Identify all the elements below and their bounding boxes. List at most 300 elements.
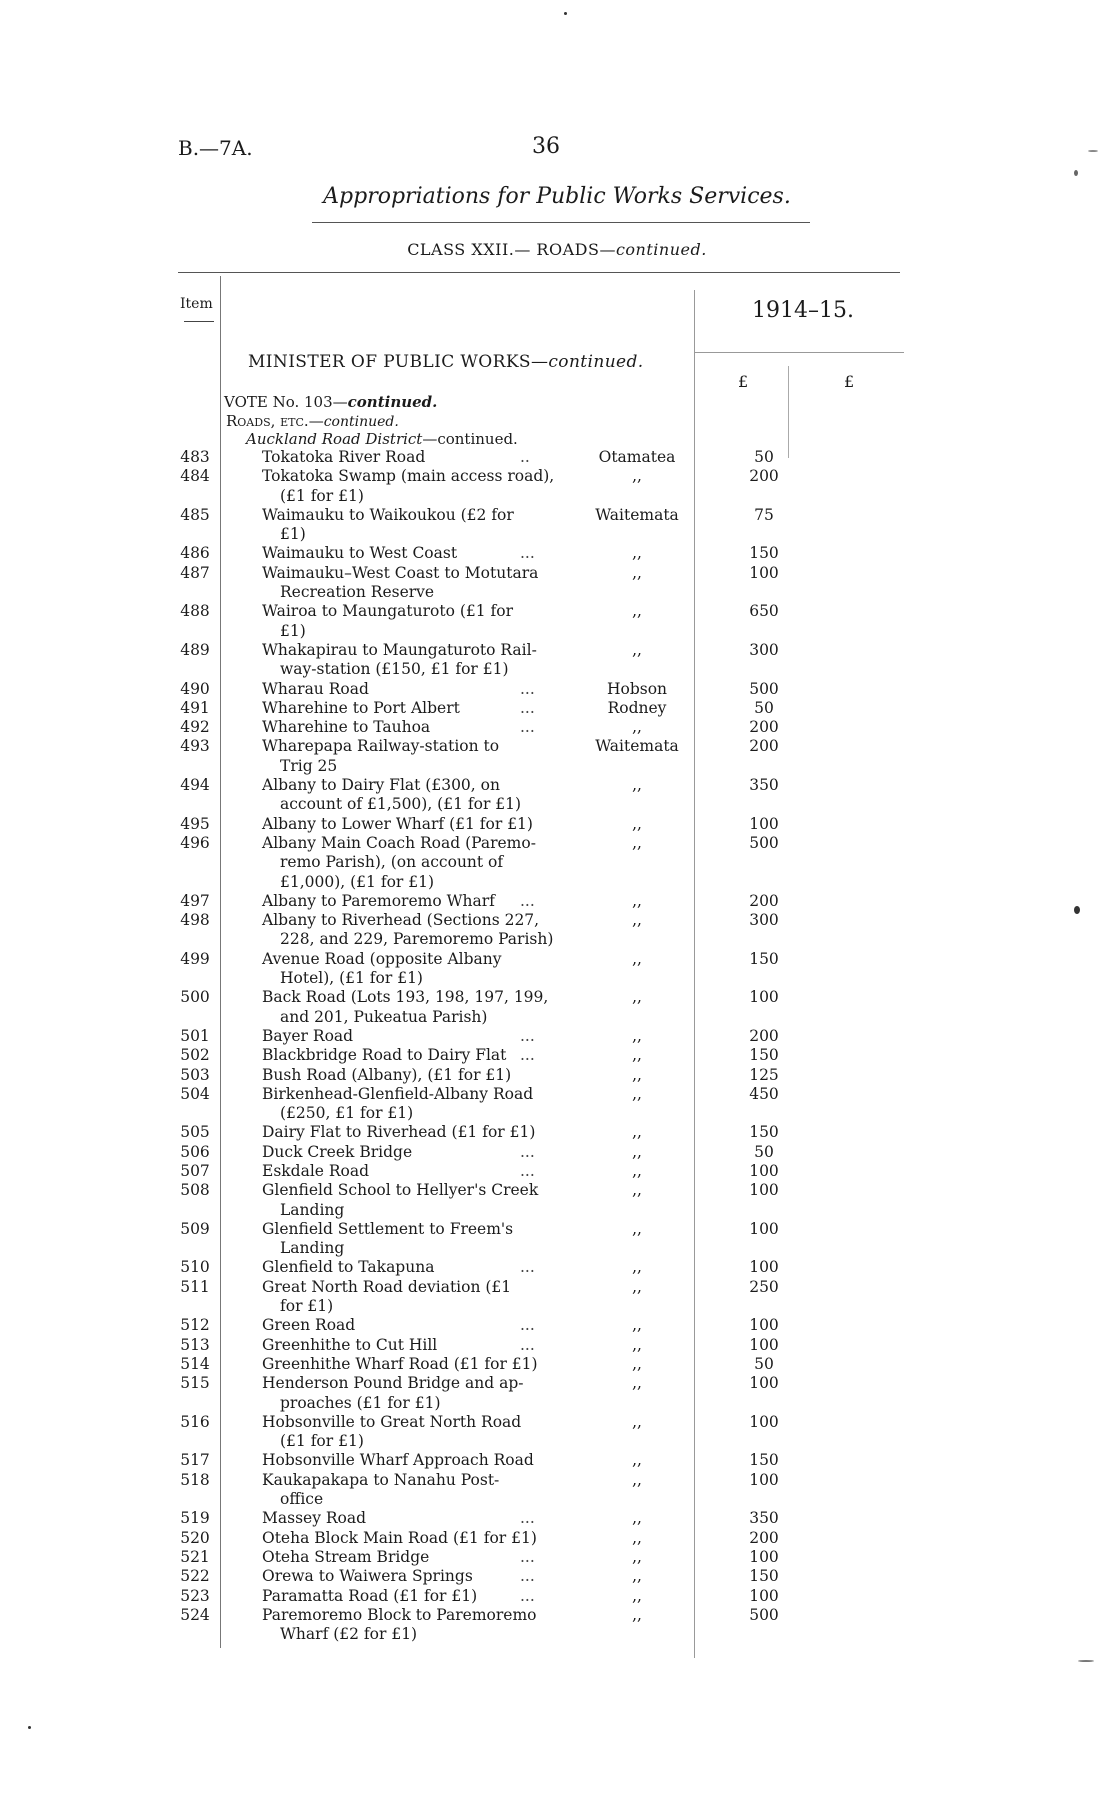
- table-row: [0, 1162, 1114, 1181]
- amount-value: 500: [749, 833, 779, 852]
- description-line: Waimauku–West Coast to Motutara: [262, 563, 539, 582]
- item-number: 492: [180, 718, 210, 737]
- roads-heading-text: Roads, etc.—: [226, 412, 324, 430]
- district-name: ,,: [632, 891, 642, 910]
- road-description: [262, 1143, 558, 1162]
- district-name: ,,: [632, 467, 642, 486]
- amount-value: 100: [749, 1470, 779, 1489]
- item-number: 516: [180, 1412, 210, 1431]
- district-name: ,,: [632, 1547, 642, 1566]
- description-line: Paremoremo Block to Paremoremo: [262, 1605, 537, 1624]
- description-line: Wharepapa Railway-station to: [262, 737, 500, 756]
- description-line: Tokatoka Swamp (main access road),: [262, 467, 555, 486]
- district-name: ,,: [632, 544, 642, 563]
- description-line: Greenhithe to Cut Hill ...: [262, 1335, 535, 1354]
- road-description: [262, 564, 558, 603]
- amount-value: 500: [749, 679, 779, 698]
- leader-dots: ...: [520, 1547, 535, 1566]
- item-number: 509: [180, 1219, 210, 1238]
- table-row: [0, 1046, 1114, 1065]
- year-header-rule: [694, 352, 904, 353]
- table-row: [0, 1066, 1114, 1085]
- amount-value: 100: [749, 1547, 779, 1566]
- description-line: Waimauku to West Coast ...: [262, 544, 535, 563]
- table-row: [0, 602, 1114, 641]
- item-number: 508: [180, 1181, 210, 1200]
- item-number: 522: [180, 1567, 210, 1586]
- amount-value: 50: [754, 448, 774, 466]
- scan-speck: [1078, 1660, 1094, 1662]
- description-line: Glenfield Settlement to Freem's: [262, 1219, 514, 1238]
- description-line: Glenfield School to Hellyer's Creek: [262, 1181, 539, 1200]
- road-description: [262, 1567, 558, 1586]
- table-row: [0, 1471, 1114, 1510]
- description-line: Albany to Dairy Flat (£300, on: [262, 776, 500, 795]
- road-description: [262, 1220, 558, 1259]
- district-name: ,,: [632, 814, 642, 833]
- road-description: [262, 1413, 558, 1452]
- item-number: 520: [180, 1528, 210, 1547]
- table-row: [0, 564, 1114, 603]
- description-line: Landing: [280, 1239, 345, 1258]
- district-name: Otamatea: [598, 448, 676, 466]
- item-number: 505: [180, 1123, 210, 1142]
- district-name: ,,: [632, 1026, 642, 1045]
- road-description: [262, 602, 558, 641]
- road-description: [262, 1451, 558, 1470]
- item-number: 483: [180, 448, 210, 466]
- leader-dots: ...: [520, 718, 535, 737]
- description-line: Wharehine to Port Albert ...: [262, 698, 535, 717]
- table-row: [0, 1027, 1114, 1046]
- amount-value: 150: [749, 1123, 779, 1142]
- item-number: 513: [180, 1335, 210, 1354]
- description-line: remo Parish), (on account of: [280, 853, 504, 872]
- road-description: [262, 1529, 558, 1548]
- amount-value: 350: [749, 1509, 779, 1528]
- item-number: 495: [180, 814, 210, 833]
- leader-dots: ...: [520, 698, 535, 717]
- description-line: £1): [280, 525, 306, 544]
- table-row: [0, 506, 1114, 545]
- leader-dots: ...: [520, 1586, 535, 1605]
- item-number: 512: [180, 1316, 210, 1335]
- table-row: [0, 1085, 1114, 1124]
- table-row: [0, 1567, 1114, 1586]
- road-description: [262, 737, 558, 776]
- class-heading: [0, 240, 1114, 259]
- description-line: Whakapirau to Maungaturoto Rail-: [262, 640, 537, 659]
- minister-heading: [248, 352, 644, 372]
- road-description: [262, 1181, 558, 1220]
- amount-value: 250: [749, 1277, 779, 1296]
- description-line: (£1 for £1): [280, 486, 364, 505]
- description-line: Recreation Reserve: [280, 583, 435, 602]
- amount-value: 300: [749, 640, 779, 659]
- road-description: [262, 1046, 558, 1065]
- amount-value: 350: [749, 776, 779, 795]
- item-column-header: Item: [180, 296, 213, 312]
- amount-value: 50: [754, 1354, 774, 1373]
- road-description: [262, 506, 558, 545]
- district-name: ,,: [632, 563, 642, 582]
- amount-value: 100: [749, 1335, 779, 1354]
- road-description: [262, 1336, 558, 1355]
- district-name: ,,: [632, 1161, 642, 1180]
- amount-value: 150: [749, 1567, 779, 1586]
- minister-heading-text: MINISTER OF PUBLIC WORKS—: [248, 352, 549, 372]
- table-row: [0, 718, 1114, 737]
- item-number: 518: [180, 1470, 210, 1489]
- district-name: ,,: [632, 949, 642, 968]
- year-column-header: 1914–15.: [752, 298, 854, 323]
- district-name: Hobson: [606, 679, 668, 698]
- district-name: ,,: [632, 833, 642, 852]
- pound-symbol-col2: £: [844, 372, 855, 391]
- description-line: Birkenhead-Glenfield-Albany Road: [262, 1084, 534, 1103]
- amount-value: 125: [749, 1065, 779, 1084]
- table-row: [0, 1451, 1114, 1470]
- vote-heading: [224, 393, 437, 411]
- item-number: 506: [180, 1142, 210, 1161]
- item-number: 511: [180, 1277, 210, 1296]
- roads-heading: [226, 412, 399, 430]
- amount-value: 100: [749, 1412, 779, 1431]
- description-line: Avenue Road (opposite Albany: [262, 949, 502, 968]
- description-line: Albany to Riverhead (Sections 227,: [262, 911, 540, 930]
- item-number: 490: [180, 679, 210, 698]
- description-line: Paramatta Road (£1 for £1) ...: [262, 1586, 535, 1605]
- description-line: Oteha Block Main Road (£1 for £1): [262, 1528, 537, 1547]
- description-line: way-station (£150, £1 for £1): [280, 660, 509, 679]
- description-line: Orewa to Waiwera Springs ...: [262, 1567, 535, 1586]
- amount-column-divider: [788, 366, 789, 458]
- table-row: [0, 1413, 1114, 1452]
- road-description: [262, 718, 558, 737]
- item-number: 485: [180, 505, 210, 524]
- pound-symbol-col1: £: [738, 372, 749, 391]
- district-name: ,,: [632, 1046, 642, 1065]
- district-name: ,,: [632, 1258, 642, 1277]
- amount-value: 450: [749, 1084, 779, 1103]
- district-name: ,,: [632, 1470, 642, 1489]
- description-line: Green Road ...: [262, 1316, 535, 1335]
- item-number: 501: [180, 1026, 210, 1045]
- amount-value: 50: [754, 698, 774, 717]
- district-heading: [246, 430, 518, 448]
- district-name: ,,: [632, 1374, 642, 1393]
- item-number: 494: [180, 776, 210, 795]
- table-row: [0, 641, 1114, 680]
- description-line: Bayer Road ...: [262, 1026, 535, 1045]
- table-row: [0, 737, 1114, 776]
- appropriation-table-body: [0, 448, 1114, 1644]
- table-row: [0, 1606, 1114, 1645]
- road-description: [262, 1027, 558, 1046]
- table-row: [0, 776, 1114, 815]
- table-row: [0, 1374, 1114, 1413]
- table-row: [0, 1278, 1114, 1317]
- road-description: [262, 834, 558, 892]
- table-row: [0, 1509, 1114, 1528]
- amount-value: 100: [749, 1586, 779, 1605]
- item-header-underline: [184, 321, 214, 322]
- district-name: ,,: [632, 1586, 642, 1605]
- district-name: ,,: [632, 1142, 642, 1161]
- description-line: Albany to Paremoremo Wharf ...: [262, 891, 535, 910]
- table-row: [0, 815, 1114, 834]
- description-line: Hobsonville to Great North Road: [262, 1412, 522, 1431]
- description-line: Landing: [280, 1200, 345, 1219]
- leader-dots: ...: [520, 544, 535, 563]
- item-number: 493: [180, 737, 210, 756]
- district-name: ,,: [632, 1123, 642, 1142]
- road-description: [262, 1606, 558, 1645]
- amount-value: 200: [749, 467, 779, 486]
- amount-value: 100: [749, 1161, 779, 1180]
- amount-value: 100: [749, 1219, 779, 1238]
- leader-dots: ...: [520, 1026, 535, 1045]
- amount-value: 650: [749, 602, 779, 621]
- amount-value: 100: [749, 988, 779, 1007]
- table-row: [0, 892, 1114, 911]
- district-name: ,,: [632, 602, 642, 621]
- leader-dots: ...: [520, 1567, 535, 1586]
- page-number: 36: [532, 134, 560, 159]
- table-row: [0, 544, 1114, 563]
- road-description: [262, 815, 558, 834]
- item-number: 507: [180, 1161, 210, 1180]
- table-row: [0, 988, 1114, 1027]
- description-line: Great North Road deviation (£1: [262, 1277, 512, 1296]
- district-name: Rodney: [607, 698, 667, 717]
- table-row: [0, 834, 1114, 892]
- vote-heading-text: VOTE No. 103—: [224, 393, 348, 411]
- minister-heading-continued: continued.: [548, 352, 644, 372]
- description-line: proaches (£1 for £1): [280, 1393, 441, 1412]
- district-name: Waitemata: [595, 505, 679, 524]
- description-line: (£250, £1 for £1): [280, 1104, 414, 1123]
- road-description: [262, 1278, 558, 1317]
- amount-value: 150: [749, 949, 779, 968]
- description-line: Blackbridge Road to Dairy Flat ...: [262, 1046, 535, 1065]
- item-number: 487: [180, 563, 210, 582]
- leader-dots: ...: [520, 891, 535, 910]
- road-description: [262, 1509, 558, 1528]
- district-heading-text: Auckland Road District: [246, 430, 423, 448]
- road-description: [262, 1066, 558, 1085]
- scan-speck: [28, 1726, 31, 1729]
- description-line: Eskdale Road ...: [262, 1161, 535, 1180]
- road-description: [262, 1374, 558, 1413]
- table-row: [0, 680, 1114, 699]
- leader-dots: ...: [520, 1046, 535, 1065]
- amount-value: 100: [749, 1374, 779, 1393]
- description-line: Tokatoka River Road ..: [262, 448, 530, 466]
- item-number: 504: [180, 1084, 210, 1103]
- table-row: [0, 911, 1114, 950]
- item-number: 523: [180, 1586, 210, 1605]
- description-line: Duck Creek Bridge ...: [262, 1142, 535, 1161]
- district-name: ,,: [632, 1335, 642, 1354]
- item-number: 500: [180, 988, 210, 1007]
- table-row: [0, 467, 1114, 506]
- road-description: [262, 1471, 558, 1510]
- road-description: [262, 776, 558, 815]
- description-line: for £1): [280, 1297, 334, 1316]
- road-description: [262, 1085, 558, 1124]
- road-description: [262, 544, 558, 563]
- leader-dots: ...: [520, 1509, 535, 1528]
- table-row: [0, 1355, 1114, 1374]
- item-number: 488: [180, 602, 210, 621]
- description-line: (£1 for £1): [280, 1432, 364, 1451]
- amount-value: 100: [749, 1258, 779, 1277]
- district-name: ,,: [632, 718, 642, 737]
- scan-speck: [1074, 170, 1078, 176]
- item-number: 496: [180, 833, 210, 852]
- road-description: [262, 1162, 558, 1181]
- road-description: [262, 1548, 558, 1567]
- scan-speck: [564, 12, 567, 15]
- district-name: ,,: [632, 640, 642, 659]
- item-number: 497: [180, 891, 210, 910]
- leader-dots: ...: [520, 1316, 535, 1335]
- road-description: [262, 1258, 558, 1277]
- amount-value: 200: [749, 737, 779, 756]
- item-number: 502: [180, 1046, 210, 1065]
- table-top-rule: [178, 272, 900, 273]
- amount-value: 200: [749, 891, 779, 910]
- item-number: 510: [180, 1258, 210, 1277]
- road-description: [262, 911, 558, 950]
- district-name: ,,: [632, 1181, 642, 1200]
- table-row: [0, 950, 1114, 989]
- road-description: [262, 950, 558, 989]
- road-description: [262, 448, 558, 467]
- amount-value: 200: [749, 1026, 779, 1045]
- amount-value: 150: [749, 1451, 779, 1470]
- district-name: ,,: [632, 1065, 642, 1084]
- item-number: 524: [180, 1605, 210, 1624]
- description-line: Albany to Lower Wharf (£1 for £1): [262, 814, 533, 833]
- amount-value: 75: [754, 505, 774, 524]
- table-row: [0, 1316, 1114, 1335]
- district-name: ,,: [632, 1528, 642, 1547]
- road-description: [262, 1355, 558, 1374]
- description-line: £1,000), (£1 for £1): [280, 872, 435, 891]
- road-description: [262, 641, 558, 680]
- item-number: 514: [180, 1354, 210, 1373]
- district-heading-continued: —continued.: [422, 430, 518, 448]
- amount-value: 300: [749, 911, 779, 930]
- table-row: [0, 1143, 1114, 1162]
- description-line: Kaukapakapa to Nanahu Post-: [262, 1470, 500, 1489]
- table-row: [0, 1220, 1114, 1259]
- table-row: [0, 1123, 1114, 1142]
- item-number: 517: [180, 1451, 210, 1470]
- district-name: ,,: [632, 1277, 642, 1296]
- amount-value: 200: [749, 718, 779, 737]
- road-description: [262, 467, 558, 506]
- table-row: [0, 1181, 1114, 1220]
- amount-value: 200: [749, 1528, 779, 1547]
- description-line: 228, and 229, Paremoremo Parish): [280, 930, 554, 949]
- district-name: ,,: [632, 911, 642, 930]
- district-name: ,,: [632, 776, 642, 795]
- amount-value: 150: [749, 1046, 779, 1065]
- leader-dots: ...: [520, 1258, 535, 1277]
- table-row: [0, 1258, 1114, 1277]
- district-name: ,,: [632, 988, 642, 1007]
- leader-dots: ...: [520, 1335, 535, 1354]
- description-line: Albany Main Coach Road (Paremo-: [262, 833, 536, 852]
- description-line: account of £1,500), (£1 for £1): [280, 795, 522, 814]
- leader-dots: ...: [520, 1142, 535, 1161]
- district-name: ,,: [632, 1084, 642, 1103]
- district-name: ,,: [632, 1316, 642, 1335]
- district-name: ,,: [632, 1509, 642, 1528]
- road-description: [262, 1316, 558, 1335]
- item-number: 498: [180, 911, 210, 930]
- amount-value: 150: [749, 544, 779, 563]
- description-line: and 201, Pukeatua Parish): [280, 1007, 488, 1026]
- item-number: 491: [180, 698, 210, 717]
- description-line: Back Road (Lots 193, 198, 197, 199,: [262, 988, 549, 1007]
- description-line: Henderson Pound Bridge and ap-: [262, 1374, 524, 1393]
- item-number: 486: [180, 544, 210, 563]
- description-line: office: [280, 1490, 324, 1509]
- item-number: 503: [180, 1065, 210, 1084]
- road-description: [262, 892, 558, 911]
- title-rule: [312, 222, 810, 223]
- description-line: Dairy Flat to Riverhead (£1 for £1): [262, 1123, 536, 1142]
- item-number: 499: [180, 949, 210, 968]
- description-line: Wharf (£2 for £1): [280, 1625, 418, 1644]
- district-name: ,,: [632, 1354, 642, 1373]
- item-number: 521: [180, 1547, 210, 1566]
- district-name: Waitemata: [595, 737, 679, 756]
- description-line: Waimauku to Waikoukou (£2 for: [262, 505, 514, 524]
- class-heading-continued: continued.: [615, 240, 707, 259]
- item-number: 489: [180, 640, 210, 659]
- amount-value: 50: [754, 1142, 774, 1161]
- road-description: [262, 699, 558, 718]
- amount-value: 100: [749, 563, 779, 582]
- road-description: [262, 680, 558, 699]
- table-row: [0, 699, 1114, 718]
- road-description: [262, 1123, 558, 1142]
- amount-value: 100: [749, 1181, 779, 1200]
- description-line: Wairoa to Maungaturoto (£1 for: [262, 602, 514, 621]
- table-row: [0, 448, 1114, 467]
- description-line: Greenhithe Wharf Road (£1 for £1): [262, 1354, 538, 1373]
- table-row: [0, 1336, 1114, 1355]
- district-name: ,,: [632, 1412, 642, 1431]
- page-title: Appropriations for Public Works Services.: [323, 184, 791, 209]
- district-name: ,,: [632, 1451, 642, 1470]
- description-line: £1): [280, 621, 306, 640]
- leader-dots: ...: [520, 1161, 535, 1180]
- description-line: Massey Road ...: [262, 1509, 535, 1528]
- district-name: ,,: [632, 1219, 642, 1238]
- road-description: [262, 988, 558, 1027]
- description-line: Hobsonville Wharf Approach Road: [262, 1451, 534, 1470]
- table-row: [0, 1529, 1114, 1548]
- item-number: 515: [180, 1374, 210, 1393]
- road-description: [262, 1587, 558, 1606]
- description-line: Trig 25: [280, 756, 338, 775]
